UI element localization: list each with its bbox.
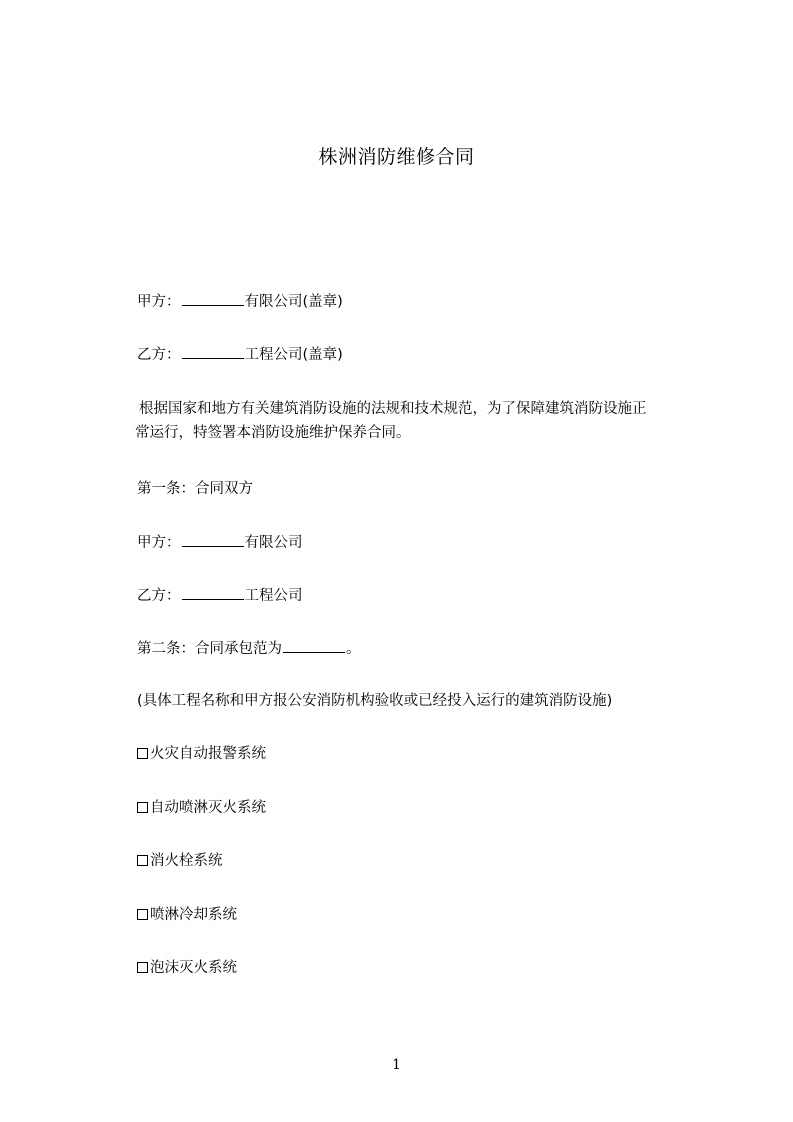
party-a-header-label: 甲方：: [137, 294, 181, 310]
system-label: 泡沫灭火系统: [150, 960, 237, 976]
scope-note: (具体工程名称和甲方报公安消防机构验收或已经投入运行的建筑消防设施): [137, 693, 613, 709]
article-1-heading: 第一条：合同双方: [137, 481, 253, 497]
system-label: 火灾自动报警系统: [150, 746, 266, 762]
party-a-label: 甲方：: [137, 535, 181, 551]
document-title: 株洲消防维修合同: [318, 146, 475, 168]
article-2-suffix: 。: [346, 641, 361, 657]
party-b-header-label: 乙方：: [137, 347, 181, 363]
checkbox-icon[interactable]: [137, 855, 148, 866]
party-b-line: [137, 585, 303, 606]
checkbox-icon[interactable]: [137, 748, 148, 759]
checkbox-icon[interactable]: [137, 909, 148, 920]
party-a-header-blank: [182, 291, 244, 306]
party-b-suffix: 工程公司: [244, 588, 303, 604]
party-a-suffix: 有限公司: [244, 535, 303, 551]
system-label: 消火栓系统: [150, 853, 223, 869]
page-number: 1: [392, 1057, 401, 1073]
system-item: [137, 798, 266, 818]
intro-line-1: 根据国家和地方有关建筑消防设施的法规和技术规范，为了保障建筑消防设施正: [139, 401, 647, 417]
intro-paragraph: [137, 397, 677, 445]
intro-line-2: 常运行，特签署本消防设施维护保养合同。: [135, 425, 411, 441]
article-2-line: [137, 638, 361, 659]
checkbox-icon[interactable]: [137, 962, 148, 973]
party-b-header-blank: [182, 344, 244, 359]
system-item: [137, 744, 266, 764]
party-b-header-line: [137, 344, 343, 365]
system-label: 自动喷淋灭火系统: [150, 800, 266, 816]
system-item: [137, 958, 237, 978]
party-b-header-suffix: 工程公司(盖章): [244, 347, 343, 363]
system-label: 喷淋冷却系统: [150, 907, 237, 923]
party-b-blank: [182, 585, 244, 600]
party-a-line: [137, 532, 303, 553]
party-a-header-suffix: 有限公司(盖章): [244, 294, 343, 310]
article-2-prefix: 第二条：合同承包范为: [137, 641, 282, 657]
system-item: [137, 851, 223, 871]
party-a-header-line: [137, 291, 343, 312]
party-b-label: 乙方：: [137, 588, 181, 604]
party-a-blank: [182, 532, 244, 547]
system-item: [137, 905, 237, 925]
article-2-blank: [283, 638, 345, 653]
checkbox-icon[interactable]: [137, 802, 148, 813]
